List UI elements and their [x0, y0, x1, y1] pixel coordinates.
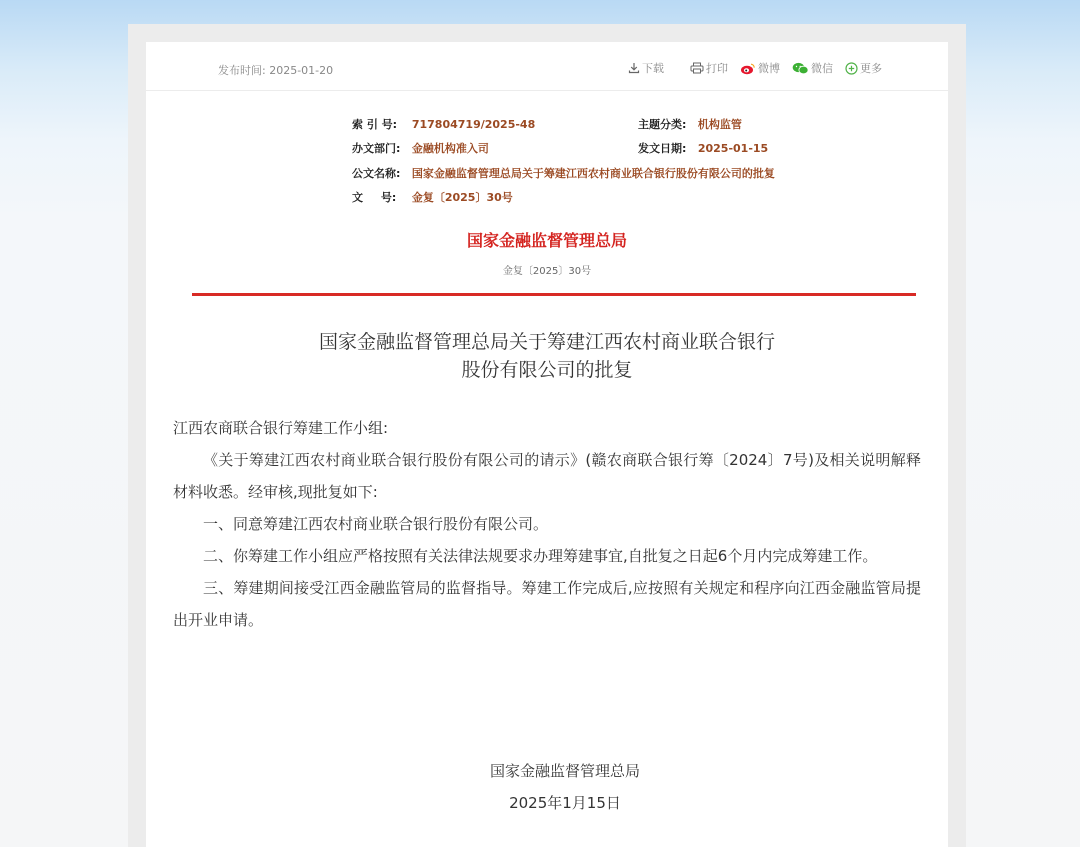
signature-date: 2025年1月15日: [509, 794, 621, 812]
meta-name-value: 国家金融监督管理总局关于筹建江西农村商业联合银行股份有限公司的批复: [411, 167, 775, 180]
meta-topic-value: 机构监管: [697, 118, 742, 131]
title-line-2: 股份有限公司的批复: [461, 359, 633, 381]
meta-index-label: 索 引 号:: [352, 118, 398, 131]
download-icon: [628, 62, 640, 74]
meta-topic-row: [638, 116, 742, 132]
body-paragraph: 《关于筹建江西农村商业联合银行股份有限公司的请示》(赣农商联合银行筹〔2024〕7号)及相关说明解释材料收悉。经审核,现批复如下:: [173, 451, 921, 501]
publish-time: [218, 62, 333, 78]
print-label: 打印: [706, 62, 728, 75]
wechat-label: 微信: [811, 62, 833, 75]
body-paragraph: 一、同意筹建江西农村商业联合银行股份有限公司。: [203, 515, 549, 533]
meta-index-row: [352, 116, 535, 132]
document-title: [146, 328, 948, 384]
share-bar: [616, 60, 882, 76]
meta-num-value: 金复〔2025〕30号: [411, 191, 513, 204]
meta-dept-label: 办文部门:: [352, 142, 401, 155]
meta-name-row: [352, 165, 775, 181]
issuer-heading: 国家金融监督管理总局: [466, 231, 627, 250]
plus-circle-icon: [845, 62, 858, 75]
wechat-icon: [792, 62, 809, 75]
publish-time-label: 发布时间:: [218, 64, 266, 77]
more-share-button[interactable]: [845, 60, 882, 76]
meta-num-row: [352, 189, 513, 205]
meta-name-label: 公文名称:: [352, 167, 401, 180]
weibo-label: 微博: [758, 62, 780, 75]
signature-issuer: 国家金融监督管理总局: [489, 762, 640, 780]
article-toolbar: [146, 42, 948, 91]
red-divider: [192, 293, 916, 296]
document-number: 金复〔2025〕30号: [502, 266, 592, 277]
document-body: [173, 412, 921, 636]
meta-topic-label: 主题分类:: [638, 118, 687, 131]
meta-date-label: 发文日期:: [638, 142, 687, 155]
download-button[interactable]: [628, 60, 664, 76]
body-paragraph: 二、你筹建工作小组应严格按照有关法律法规要求办理筹建事宜,自批复之日起6个月内完成筹建工作。: [203, 547, 878, 565]
meta-dept-row: [352, 140, 489, 156]
body-paragraph: 三、筹建期间接受江西金融监管局的监督指导。筹建工作完成后,应按照有关规定和程序向江西金融监管局提出开业申请。: [173, 579, 921, 629]
meta-dept-value: 金融机构准入司: [411, 142, 489, 155]
weibo-share-button[interactable]: [740, 60, 780, 76]
weibo-icon: [740, 62, 756, 75]
printer-icon: [690, 62, 704, 74]
meta-date-row: [638, 140, 768, 156]
more-label: 更多: [860, 62, 882, 75]
document-page: [146, 42, 948, 847]
meta-index-value: 717804719/2025-48: [411, 118, 536, 131]
meta-num-label: 文 号:: [352, 191, 397, 204]
wechat-share-button[interactable]: [792, 60, 833, 76]
title-line-1: 国家金融监督管理总局关于筹建江西农村商业联合银行: [318, 331, 775, 353]
print-button[interactable]: [690, 60, 728, 76]
meta-date-value: 2025-01-15: [697, 142, 769, 155]
download-label: 下载: [642, 62, 664, 75]
salutation: 江西农商联合银行筹建工作小组:: [173, 419, 389, 437]
publish-time-value: 2025-01-20: [269, 64, 334, 77]
